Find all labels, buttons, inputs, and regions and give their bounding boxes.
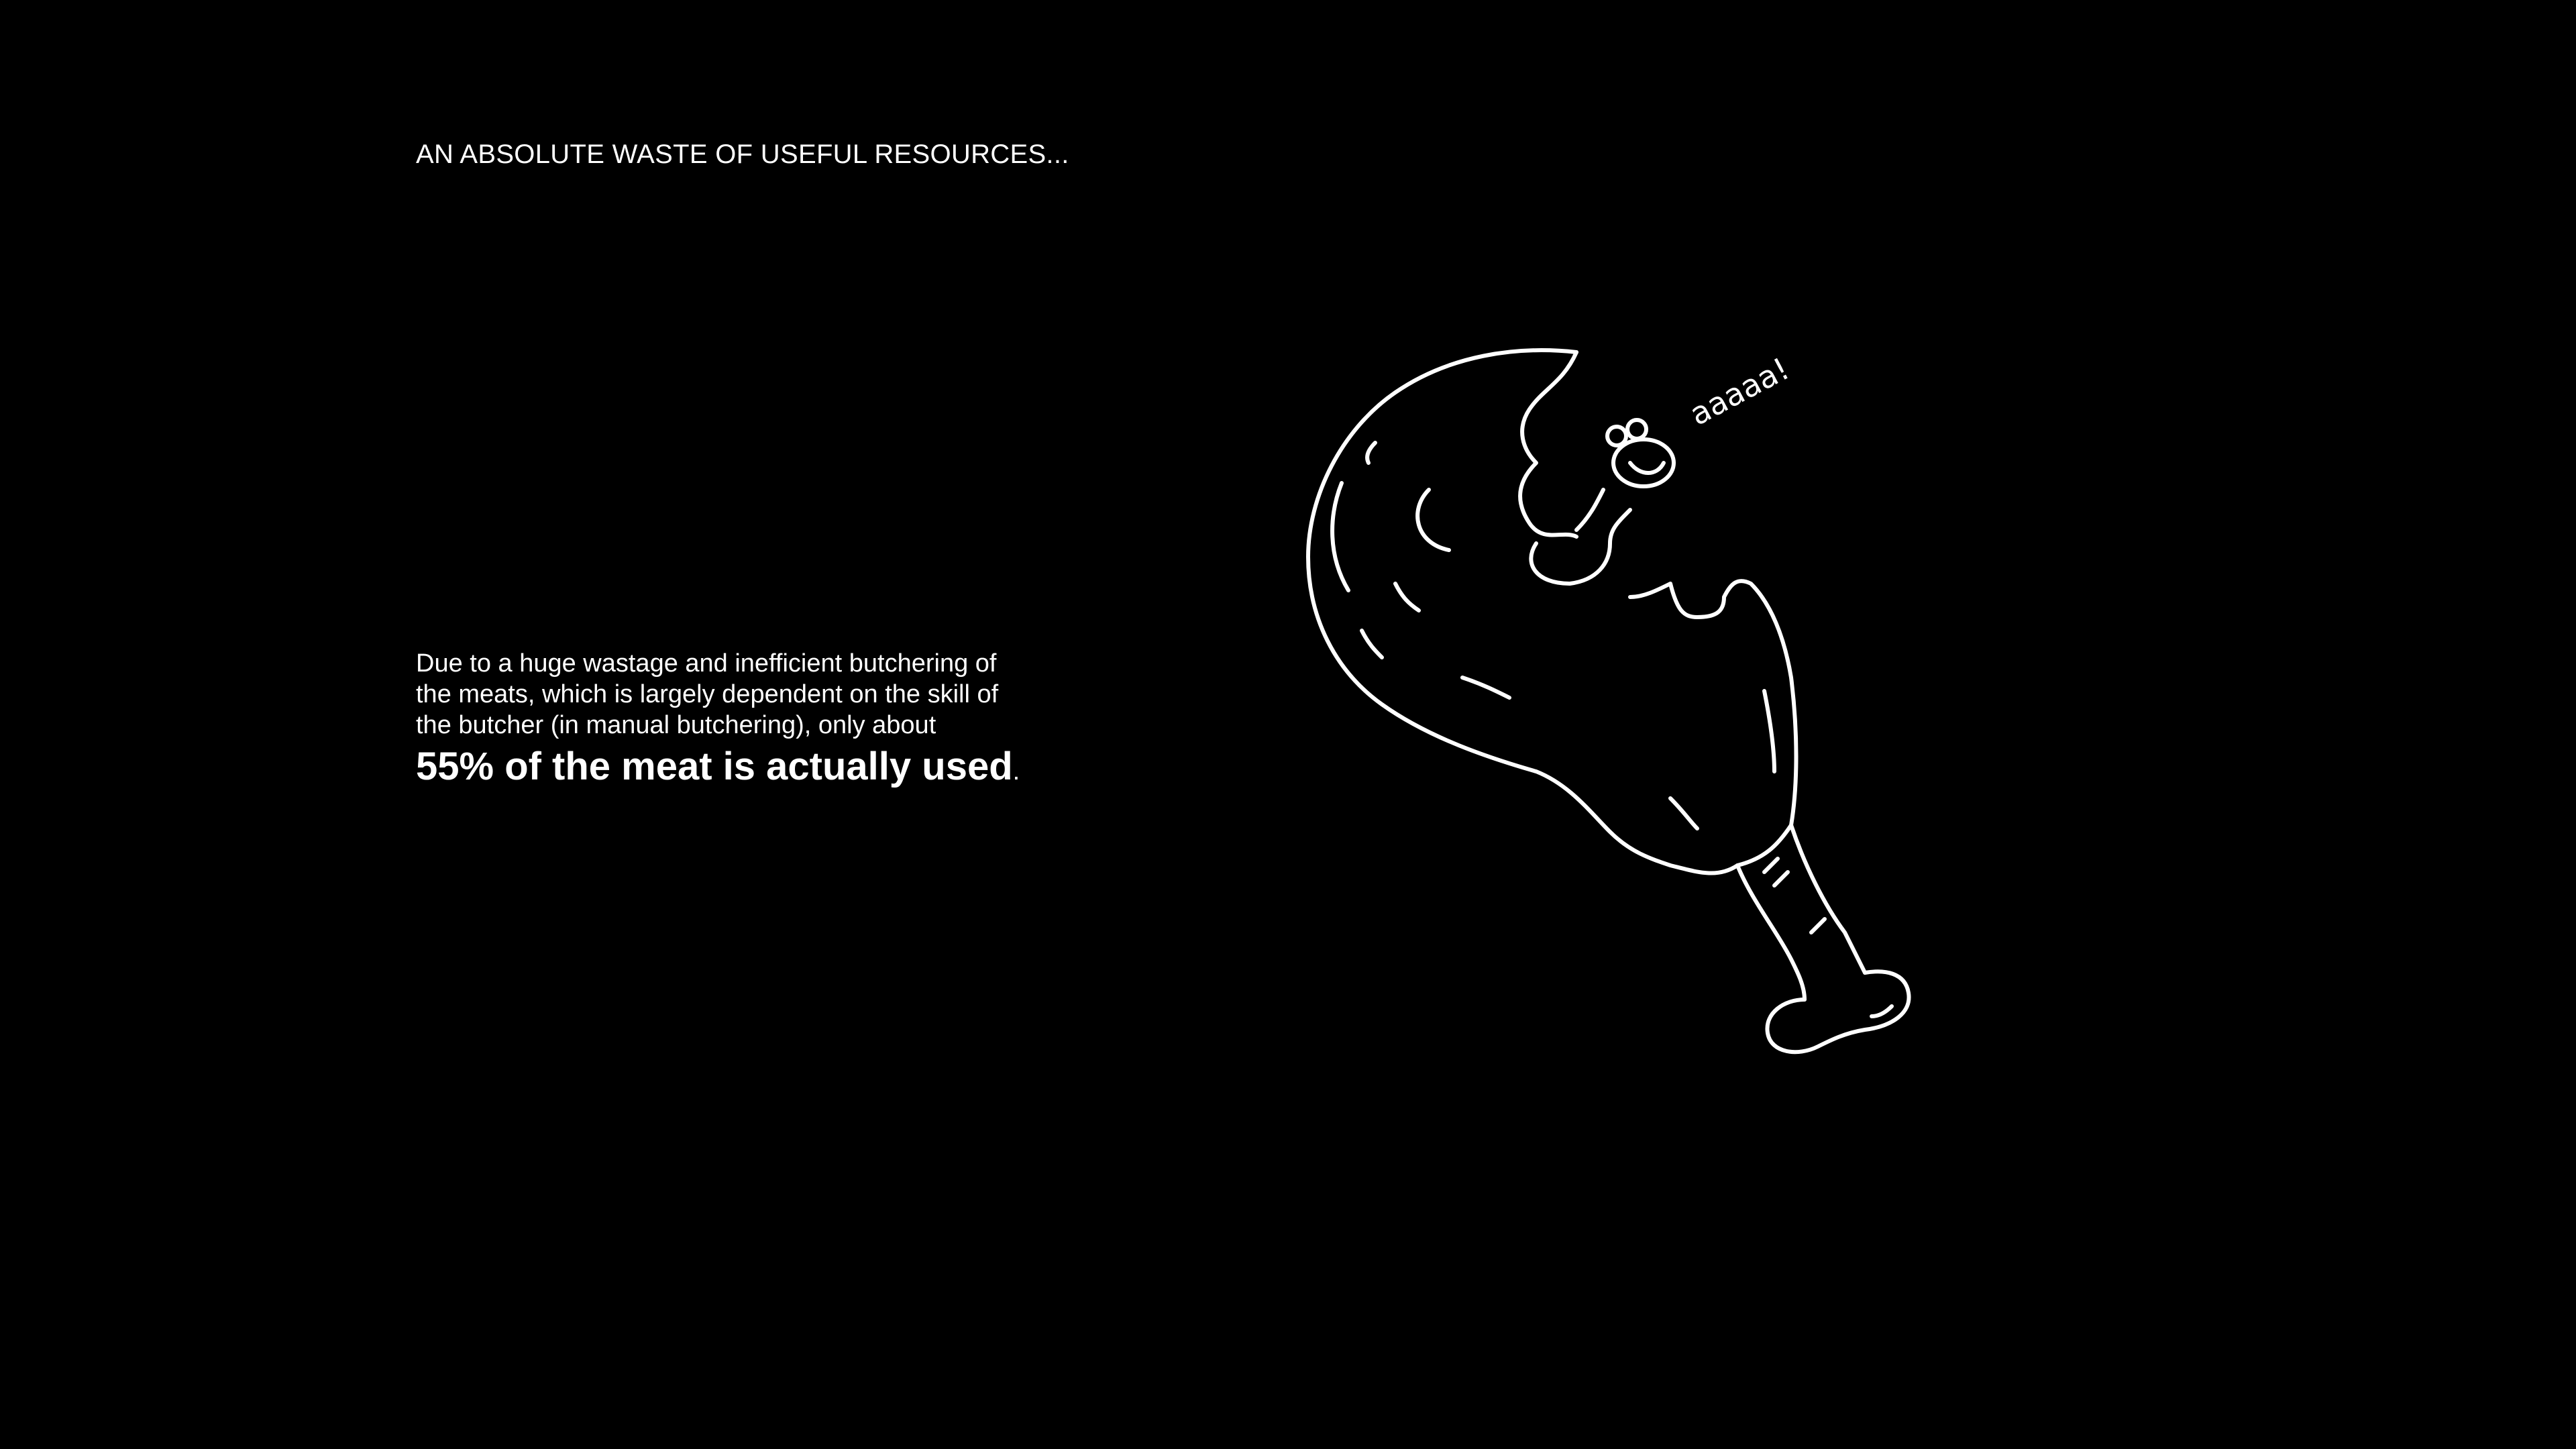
meat-detail	[1417, 490, 1449, 550]
highlight-text: 55% of the meat is actually used	[416, 745, 1013, 788]
bone-detail	[1774, 872, 1788, 885]
bone-shaft	[1791, 825, 1865, 973]
meat-detail	[1367, 443, 1375, 463]
meat-detail	[1764, 691, 1774, 771]
bone-detail	[1811, 919, 1825, 932]
meat-detail	[1462, 678, 1509, 698]
worm-body	[1576, 490, 1603, 530]
worm-mouth	[1630, 463, 1664, 473]
bone-shaft	[1737, 865, 1805, 1000]
body-line: the butcher (in manual butchering), only about	[416, 711, 936, 739]
body-line: the meats, which is largely dependent on the skill of	[416, 680, 999, 708]
meat-detail	[1332, 483, 1348, 590]
bite-marks	[1520, 352, 1576, 537]
scream-text-group	[1684, 350, 1795, 433]
highlight-suffix: .	[1012, 757, 1020, 786]
drumstick-illustration	[1295, 329, 1979, 1107]
worm-body	[1531, 510, 1630, 584]
highlight-statement	[416, 743, 1020, 790]
body-paragraph	[416, 648, 1073, 741]
scream-text: aaaaa!	[1683, 350, 1795, 433]
bone-detail	[1872, 1006, 1892, 1016]
bone-detail	[1764, 859, 1778, 872]
meat-detail	[1395, 584, 1419, 610]
worm-eye	[1627, 420, 1646, 439]
body-line: Due to a huge wastage and inefficient butchering of	[416, 649, 997, 678]
worm-eye	[1607, 427, 1626, 445]
slide-title: AN ABSOLUTE WASTE OF USEFUL RESOURCES...	[416, 140, 1069, 169]
meat-detail	[1670, 798, 1697, 828]
meat-detail	[1362, 631, 1382, 657]
